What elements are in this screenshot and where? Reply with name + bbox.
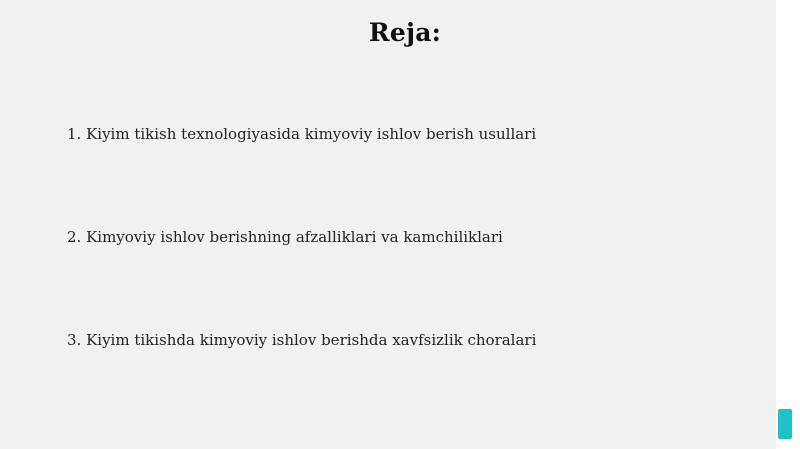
scrollbar-thumb[interactable] [778, 409, 792, 439]
list-item: 2. Kimyoviy ishlov berishning afzalliklari va kamchiliklari [67, 228, 503, 246]
list-item: 1. Kiyim tikish texnologiyasida kimyoviy ishlov berish usullari [67, 125, 537, 143]
slide-title: Reja: [368, 18, 442, 47]
scrollbar[interactable] [776, 0, 800, 449]
list-item: 3. Kiyim tikishda kimyoviy ishlov berishda xavfsizlik choralari [67, 331, 537, 349]
